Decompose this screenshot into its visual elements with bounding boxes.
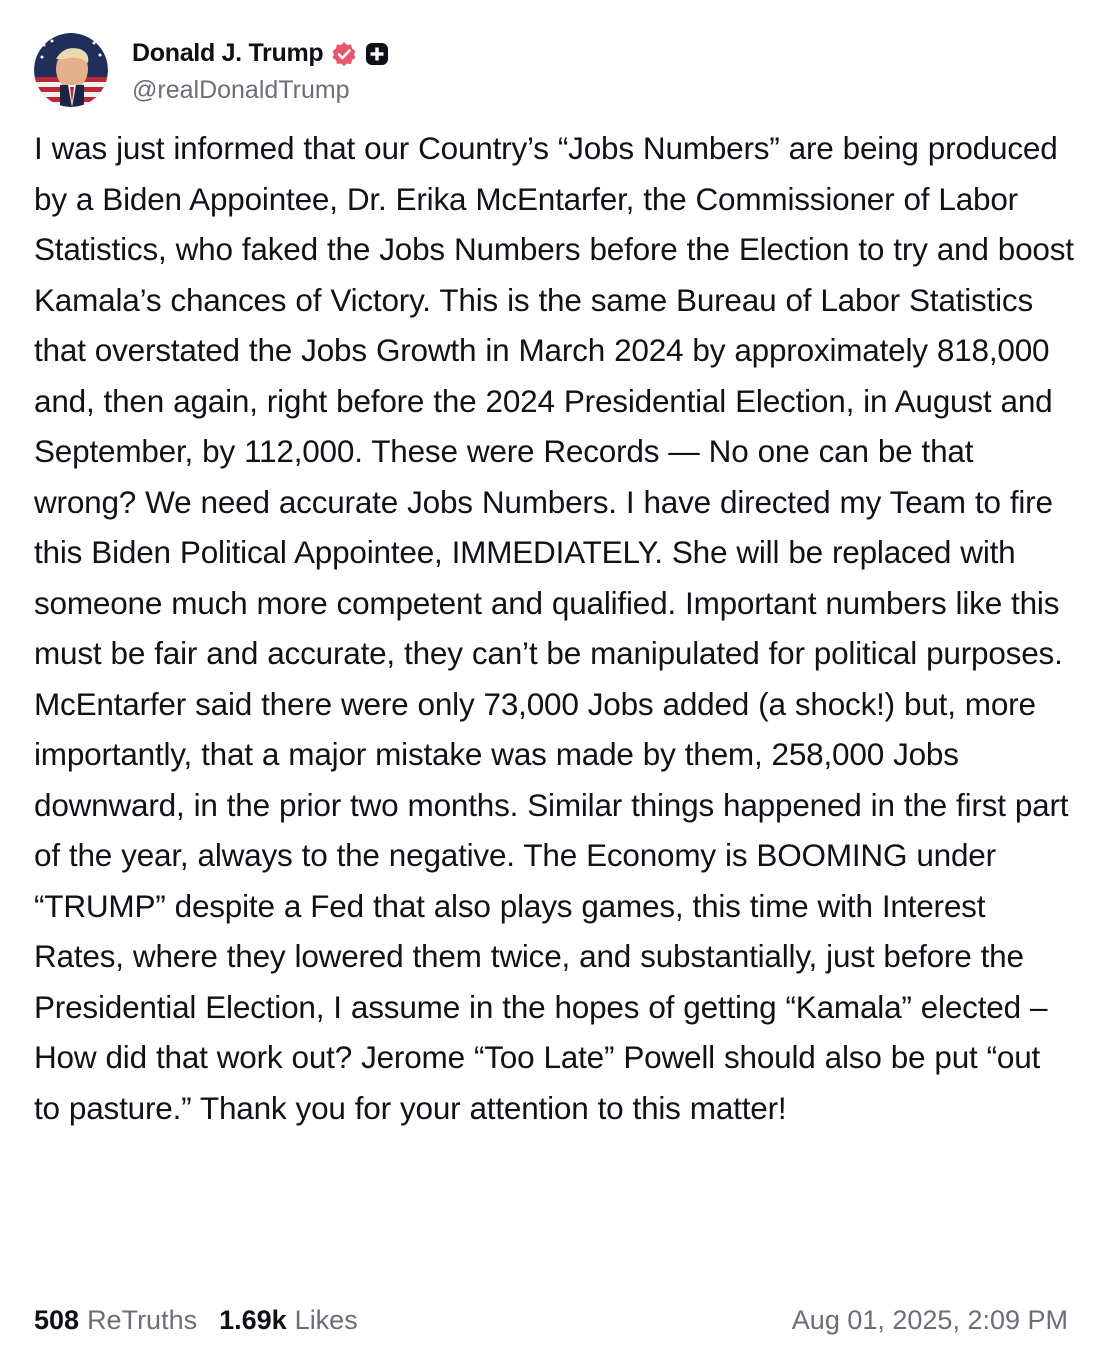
verified-badge-icon — [331, 41, 357, 67]
likes-count: 1.69k — [219, 1304, 287, 1335]
post-timestamp[interactable]: Aug 01, 2025, 2:09 PM — [791, 1304, 1068, 1335]
avatar[interactable] — [34, 33, 108, 107]
likes-label: Likes — [294, 1304, 358, 1335]
retruths-stat[interactable] — [34, 1305, 197, 1336]
retruths-count: 508 — [34, 1304, 80, 1335]
author-name-row — [132, 36, 389, 72]
author-handle[interactable]: @realDonaldTrump — [132, 75, 350, 104]
author-info — [132, 36, 389, 105]
author-display-name[interactable]: Donald J. Trump — [132, 39, 324, 67]
likes-stat[interactable] — [219, 1305, 358, 1336]
avatar-image — [34, 33, 108, 107]
post-header — [34, 32, 389, 108]
post-text: I was just informed that our Country’s “Jobs Numbers” are being produced by a Biden Appointee, Dr. Erika McEntarfer, the Commissioner of Labor Statistics, who faked the Jobs Numbers before the Election to try and boost Kamala’s chances of Victory. This is the same Bureau of Labor Statistics that overstated the Jobs Growth in March 2024 by approximately 818,000 and, then again, right before the 2024 Presidential Election, in August and September, by 112,000. These were Records — No one can be that wrong? We need accurate Jobs Numbers. I have directed my Team to fire this Biden Political Appointee, IMMEDIATELY. She will be replaced with someone much more competent and qualified. Important numbers like this must be fair and accurate, they can’t be manipulated for political purposes. McEntarfer said there were only 73,000 Jobs added (a shock!) but, more importantly, that a major mistake was made by them, 258,000 Jobs downward, in the prior two months. Similar things happened in the first part of the year, always to the negative. The Economy is BOOMING under “TRUMP” despite a Fed that also plays games, this time with Interest Rates, where they lowered them twice, and substantially, just before the Presidential Election, I assume in the hopes of getting “Kamala” elected – How did that work out? Jerome “Too Late” Powell should also be put “out to pasture.” Thank you for your attention to this matter! — [34, 130, 1074, 1126]
post-footer — [34, 1300, 1068, 1340]
retruths-label: ReTruths — [87, 1304, 198, 1335]
plus-badge-icon — [365, 42, 389, 66]
